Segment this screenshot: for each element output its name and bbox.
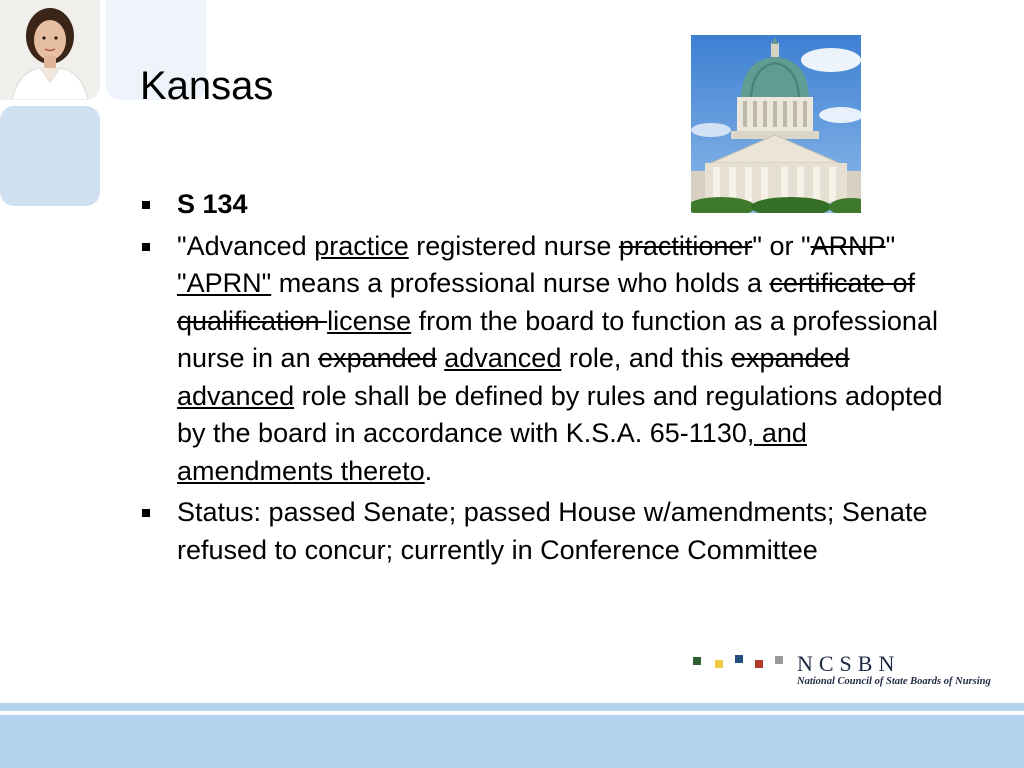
ncsbn-logo: [693, 651, 991, 694]
text-segment: from the board to function as a professional nurse in an: [177, 305, 938, 373]
logo-square-icon: [693, 657, 701, 665]
logo-name: NCSBN: [797, 651, 901, 676]
text-segment: role, and this: [561, 343, 731, 373]
bullet-item: [140, 494, 960, 569]
text-segment: means a professional nurse who holds a: [271, 268, 770, 298]
bullet-item: [140, 228, 960, 491]
deleted-text: certificate of qualification: [177, 268, 916, 336]
logo-square-icon: [755, 660, 763, 668]
presenter-photo: [0, 0, 100, 100]
footer-accent-bar: [0, 703, 1024, 711]
deleted-text: practitioner: [618, 230, 753, 261]
bullet-marker: [142, 201, 150, 209]
logo-square-icon: [735, 655, 743, 663]
inserted-text: , and amendments thereto: [177, 418, 807, 486]
bullet-item: [140, 186, 960, 224]
footer-band: [0, 715, 1024, 768]
text-segment: "Advanced: [177, 230, 315, 261]
deleted-text: expanded: [318, 343, 437, 373]
text-segment: " or ": [752, 230, 811, 261]
text-segment: ": [885, 230, 896, 261]
bullet-marker: [142, 243, 150, 251]
slide-title: Kansas: [140, 64, 274, 108]
text-segment: role shall be defined by rules and regulations adopted by the board in accordance with K.S.A. 65-1130: [177, 380, 943, 448]
inserted-text: license: [327, 305, 412, 336]
text-segment: .: [424, 455, 433, 486]
inserted-text: practice: [314, 230, 409, 261]
inserted-text: advanced: [444, 343, 562, 373]
decorative-tile: [0, 106, 100, 206]
definition-text: [177, 231, 943, 486]
presenter-photo-image: [0, 0, 100, 100]
bill-number: S 134: [177, 189, 248, 219]
deleted-text: ARNP: [810, 230, 886, 261]
logo-square-icon: [715, 660, 723, 668]
bullet-list: [140, 186, 960, 573]
logo-subtitle: National Council of State Boards of Nursing: [797, 676, 991, 687]
bullet-marker: [142, 509, 150, 517]
inserted-text: "APRN": [177, 268, 272, 298]
text-segment: registered nurse: [408, 230, 619, 261]
status-text: Status: passed Senate; passed House w/amendments; Senate refused to concur; currently in Conference Committee: [177, 497, 928, 565]
deleted-text: expanded: [730, 343, 850, 373]
inserted-text: advanced: [177, 380, 295, 411]
logo-square-icon: [775, 656, 783, 664]
